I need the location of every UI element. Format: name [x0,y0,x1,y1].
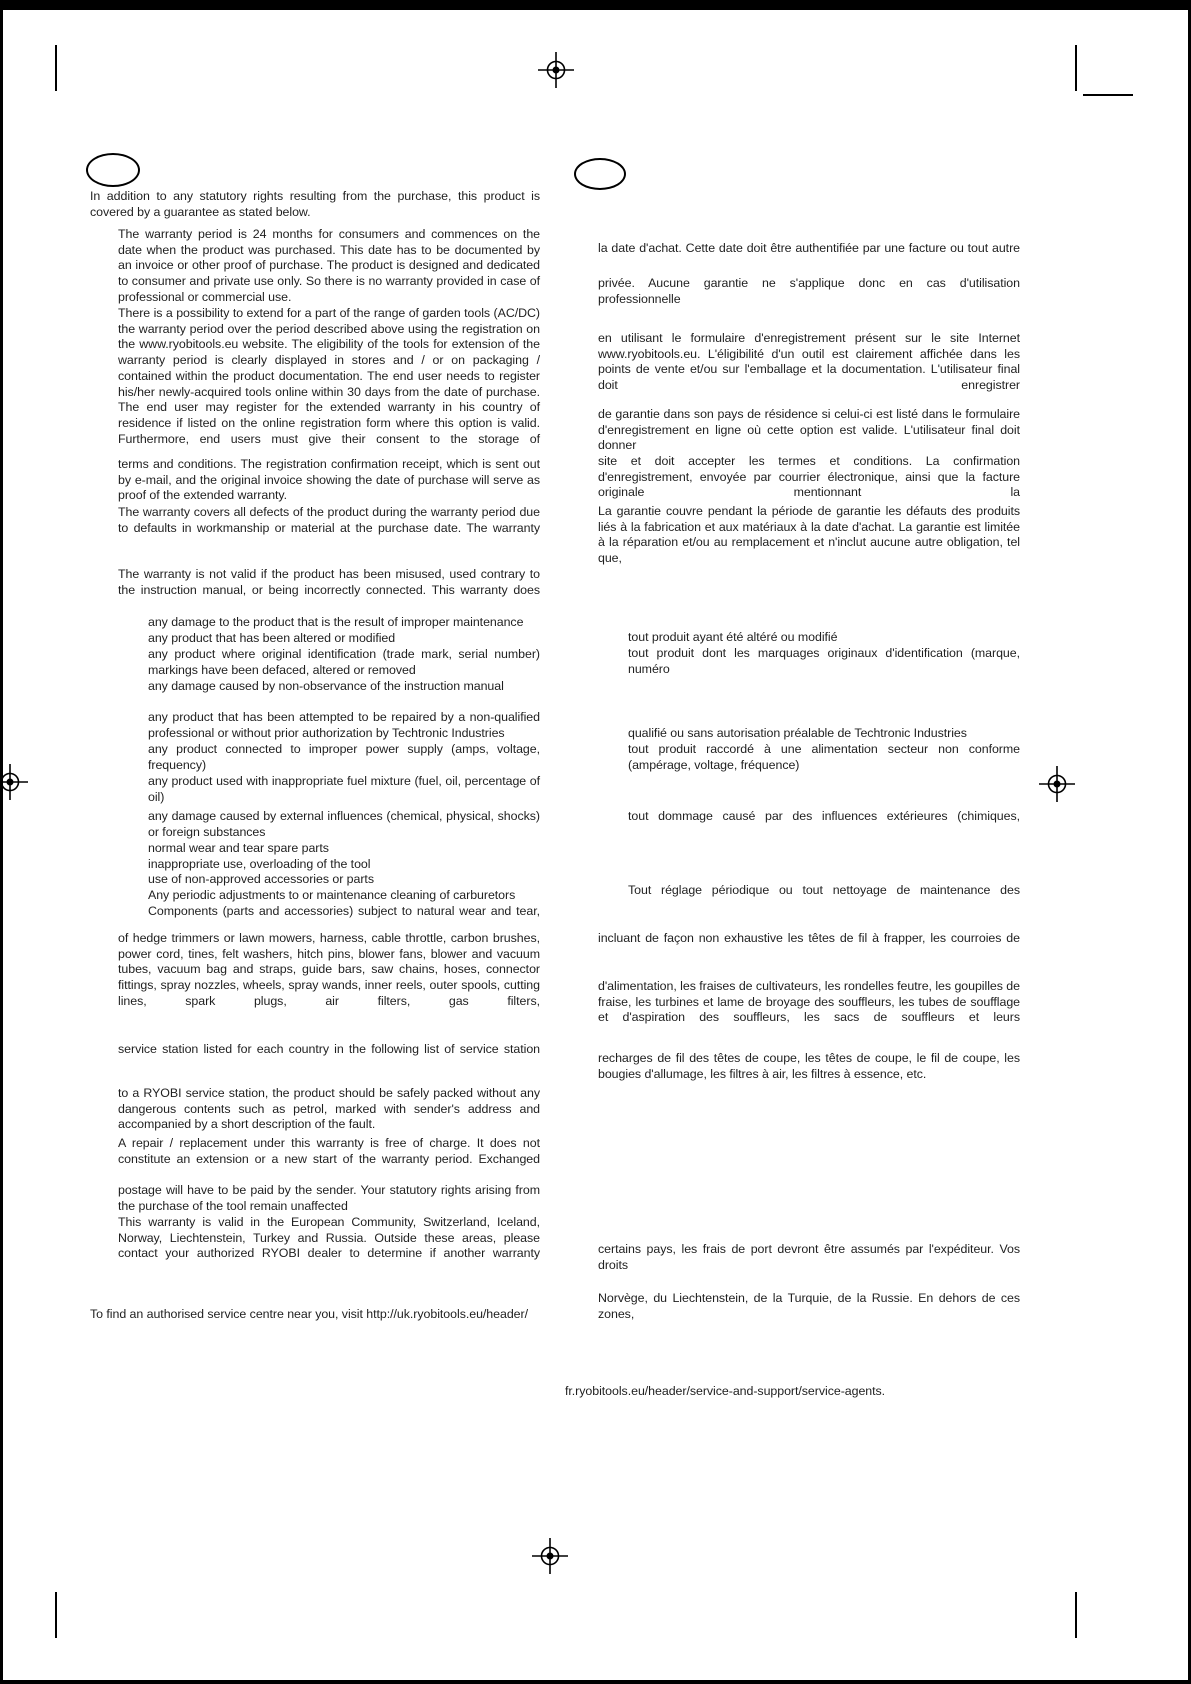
paragraph: terms and conditions. The registration confirmation receipt, which is sent out by e-mail, and the original invoice showing the date of purchase will serve as proof of the extended warranty. [118,457,540,503]
paragraph: La garantie couvre pendant la période de garantie les défauts des produits liés à la fabrication et aux matériaux à la date d'achat. La garantie est limitée à la réparation et/ou au remplacement et n'inclut aucune autre obligation, tel que, [598,504,1020,566]
paragraph: any damage to the product that is the result of improper maintenance [148,615,524,629]
page-border-left [0,0,3,1684]
trim-mark-top-right-horizontal [1083,94,1133,96]
page-border-bottom [0,1680,1191,1684]
paragraph: certains pays, les frais de port devront être assumés par l'expéditeur. Vos droits [598,1242,1020,1272]
paragraph: This warranty is valid in the European Community, Switzerland, Iceland, Norway, Liechtenstein, Turkey and Russia. Outside these areas, please contact your authorized RYOBI dealer to determine if another warranty [118,1215,540,1261]
paragraph: Components (parts and accessories) subject to natural wear and tear, [148,904,540,918]
registration-mark-bottom-center-icon [532,1538,568,1574]
paragraph: Tout réglage périodique ou tout nettoyage de maintenance des [628,883,1020,897]
paragraph: privée. Aucune garantie ne s'applique donc en cas d'utilisation professionnelle [598,276,1020,306]
paragraph: incluant de façon non exhaustive les têtes de fil à frapper, les courroies de [598,931,1020,945]
paragraph: postage will have to be paid by the sender. Your statutory rights arising from the purchase of the tool remain unaffected [118,1183,540,1213]
paragraph: any product that has been attempted to be repaired by a non-qualified professional or without prior authorization by Techtronic Industries [148,710,540,740]
paragraph: qualifié ou sans autorisation préalable de Techtronic Industries [628,726,967,740]
trim-mark-bottom-right [1075,1592,1077,1638]
paragraph: any product used with inappropriate fuel mixture (fuel, oil, percentage of oil) [148,774,540,804]
paragraph: any product connected to improper power supply (amps, voltage, frequency) [148,742,540,772]
paragraph: The warranty covers all defects of the product during the warranty period due to defaults in workmanship or material at the purchase date. The warranty [118,505,540,535]
paragraph: The warranty is not valid if the product has been misused, used contrary to the instruction manual, or being incorrectly connected. This warranty does [118,567,540,597]
paragraph: use of non-approved accessories or parts [148,872,374,886]
paragraph: d'alimentation, les fraises de cultivateurs, les rondelles feutre, les goupilles de fraise, les turbines et lame de broyage des souffleurs, les tubes de soufflage et d'aspiration des souffleurs, les sacs de souffleurs et leurs [598,979,1020,1025]
paragraph: inappropriate use, overloading of the tool [148,857,371,871]
paragraph: In addition to any statutory rights resulting from the purchase, this product is covered by a guarantee as stated below. [90,189,540,219]
page-border-top [0,0,1191,10]
trim-mark-bottom-left [55,1592,57,1638]
paragraph: en utilisant le formulaire d'enregistrement présent sur le site Internet www.ryobitools.eu. L'éligibilité d'un outil est clairement affichée dans les points de vente et/ou sur l'emballage et la documentation. L'utilisateur final doit enregistrer [598,331,1020,393]
paragraph: service station listed for each country in the following list of service station [118,1042,540,1056]
paragraph: Norvège, du Liechtenstein, de la Turquie, de la Russie. En dehors de ces zones, [598,1291,1020,1321]
language-badge-en [86,153,140,187]
paragraph: tout dommage causé par des influences extérieures (chimiques, [628,809,1020,823]
registration-mark-left-edge-icon [0,764,28,800]
paragraph: tout produit raccordé à une alimentation secteur non conforme (ampérage, voltage, fréquence) [628,742,1020,772]
paragraph: de garantie dans son pays de résidence si celui-ci est listé dans le formulaire d'enregistrement en ligne où cette option est valide. L'utilisateur final doit donner [598,407,1020,453]
paragraph: any product that has been altered or modified [148,631,396,645]
trim-mark-top-left [55,45,57,91]
paragraph: to a RYOBI service station, the product should be safely packed without any dangerous contents such as petrol, marked with sender's address and accompanied by a short description of the fault. [118,1086,540,1132]
trim-mark-top-right [1075,45,1077,91]
paragraph: fr.ryobitools.eu/header/service-and-support/service-agents. [565,1384,886,1398]
paragraph: There is a possibility to extend for a part of the range of garden tools (AC/DC) the warranty period over the period described above using the registration on the www.ryobitools.eu website. The eligibility of the tools for extension of the warranty period is clearly displayed in stores and / or on packaging / contained within the product documentation. The end user needs to register his/her newly-acquired tools online within 30 days from the date of purchase. The end user may register for the extended warranty in his country of residence if listed on the online registration form where this option is valid. Furthermore, end users must give their consent to the storage of [118,306,540,446]
paragraph: of hedge trimmers or lawn mowers, harness, cable throttle, carbon brushes, power cord, tines, felt washers, hitch pins, blower fans, blower and vacuum tubes, vacuum bag and straps, guide bars, saw chains, hoses, connector fittings, spray nozzles, wheels, spray wands, inner reels, outer spools, cutting lines, spark plugs, air filters, gas filters, [118,931,540,1008]
paragraph: tout produit ayant été altéré ou modifié [628,630,838,644]
paragraph: any damage caused by non-observance of the instruction manual [148,679,504,693]
paragraph: A repair / replacement under this warranty is free of charge. It does not constitute an extension or a new start of the warranty period. Exchanged [118,1136,540,1166]
paragraph: Any periodic adjustments to or maintenance cleaning of carburetors [148,888,516,902]
paragraph: la date d'achat. Cette date doit être authentifiée par une facture ou tout autre [598,241,1020,255]
paragraph: site et doit accepter les termes et conditions. La confirmation d'enregistrement, envoyée par courrier électronique, ainsi que la facture originale mentionnant la [598,454,1020,500]
paragraph: any damage caused by external influences (chemical, physical, shocks) or foreign substances [148,809,540,839]
paragraph: recharges de fil des têtes de coupe, les têtes de coupe, le fil de coupe, les bougies d'allumage, les filtres à air, les filtres à essence, etc. [598,1051,1020,1081]
language-badge-fr [574,158,626,190]
paragraph: To find an authorised service centre near you, visit http://uk.ryobitools.eu/header/ [90,1307,528,1321]
paragraph: any product where original identification (trade mark, serial number) markings have been defaced, altered or removed [148,647,540,677]
registration-mark-top-center-icon [538,52,574,88]
paragraph: The warranty period is 24 months for consumers and commences on the date when the product was purchased. This date has to be documented by an invoice or other proof of purchase. The product is designed and dedicated to consumer and private use only. So there is no warranty provided in case of professional or commercial use. [118,227,540,304]
registration-mark-right-edge-icon [1039,766,1075,802]
paragraph: tout produit dont les marquages originaux d'identification (marque, numéro [628,646,1020,676]
paragraph: normal wear and tear spare parts [148,841,329,855]
